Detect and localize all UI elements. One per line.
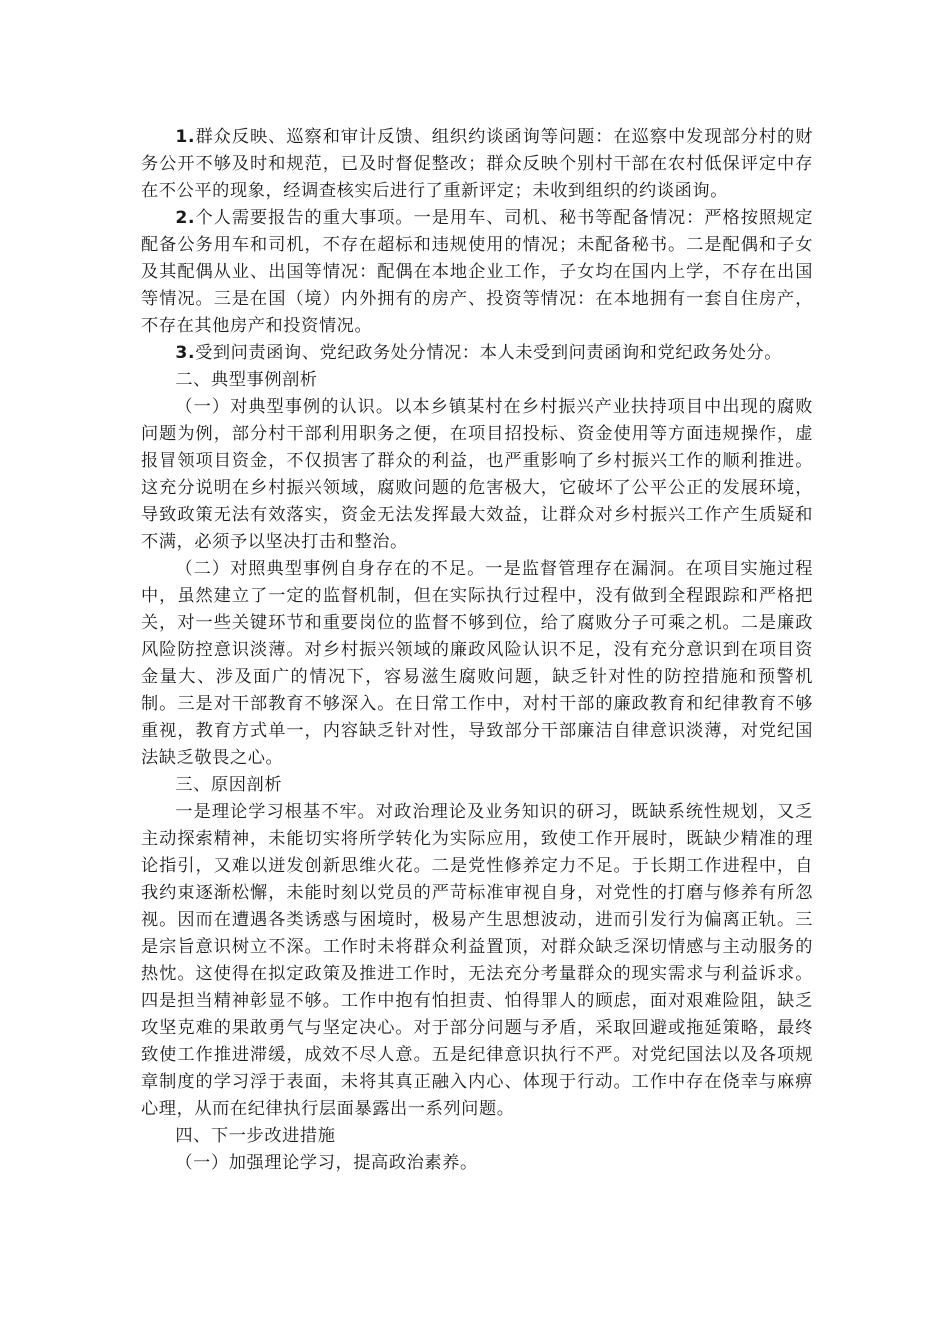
paragraph-item-3 (141, 340, 813, 367)
paragraph-text: （一）对典型事例的认识。以本乡镇某村在乡村振兴产业扶持项目中出现的腐败问题为例，部分村干部利用职务之便，在项目招投标、资金使用等方面违规操作，虚报冒领项目资金，不仅损害了群众的利益，也严重影响了乡村振兴工作的顺利推进。这充分说明在乡村振兴领域，腐败问题的危害极大，它破坏了公平公正的发展环境，导致政策无法有效落实，资金无法发挥最大效益，让群众对乡村振兴工作产生质疑和不满，必须予以坚决打击和整治。 (141, 397, 813, 552)
paragraph-text: （二）对照典型事例自身存在的不足。一是监督管理存在漏洞。在项目实施过程中，虽然建立了一定的监督机制，但在实际执行过程中，没有做到全程跟踪和严格把关，对一些关键环节和重要岗位的监督不够到位，给了腐败分子可乘之机。二是廉政风险防控意识淡薄。对乡村振兴领域的廉政风险认识不足，没有充分意识到在项目资金量大、涉及面广的情况下，容易滋生腐败问题，缺乏针对性的防控措施和预警机制。三是对干部教育不够深入。在日常工作中，对村干部的廉政教育和纪律教育不够重视，教育方式单一，内容缺乏针对性，导致部分干部廉洁自律意识淡薄，对党纪国法缺乏敬畏之心。 (141, 559, 813, 768)
heading-text: 四、下一步改进措施 (175, 1126, 336, 1146)
paragraph-text: 受到问责函询、党纪政务处分情况：本人未受到问责函询和党纪政务处分。 (195, 343, 783, 363)
section-heading-2 (141, 367, 813, 394)
paragraph-measure-1 (141, 1150, 813, 1177)
paragraph-item-2 (141, 205, 813, 340)
item-number: 2. (175, 208, 196, 228)
item-number: 1. (175, 127, 196, 147)
paragraph-text: 群众反映、巡察和审计反馈、组织约谈函询等问题：在巡察中发现部分村的财务公开不够及时和规范，已及时督促整改；群众反映个别村干部在农村低保评定中存在不公平的现象，经调查核实后进行了重新评定；未收到组织的约谈函询。 (141, 127, 813, 201)
document-body (141, 124, 813, 1177)
paragraph-text: 个人需要报告的重大事项。一是用车、司机、秘书等配备情况：严格按照规定配备公务用车和司机，不存在超标和违规使用的情况；未配备秘书。二是配偶和子女及其配偶从业、出国等情况：配偶在本地企业工作，子女均在国内上学，不存在出国等情况。三是在国（境）内外拥有的房产、投资等情况：在本地拥有一套自住房产，不存在其他房产和投资情况。 (141, 208, 813, 336)
paragraph-shortcomings (141, 556, 813, 772)
section-heading-4 (141, 1123, 813, 1150)
paragraph-understanding (141, 394, 813, 556)
paragraph-text: （一）加强理论学习，提高政治素养。 (175, 1153, 478, 1173)
paragraph-item-1 (141, 124, 813, 205)
section-heading-3 (141, 772, 813, 799)
item-number: 3. (175, 343, 196, 363)
paragraph-text: 一是理论学习根基不牢。对政治理论及业务知识的研习，既缺系统性规划，又乏主动探索精神，未能切实将所学转化为实际应用，致使工作开展时，既缺少精准的理论指引，又难以迸发创新思维火花。二是党性修养定力不足。于长期工作进程中，自我约束逐渐松懈，未能时刻以党员的严苛标准审视自身，对党性的打磨与修养有所忽视。因而在遭遇各类诱惑与困境时，极易产生思想波动，进而引发行为偏离正轨。三是宗旨意识树立不深。工作时未将群众利益置顶，对群众缺乏深切情感与主动服务的热忱。这使得在拟定政策及推进工作时，无法充分考量群众的现实需求与利益诉求。四是担当精神彰显不够。工作中抱有怕担责、怕得罪人的顾虑，面对艰难险阻，缺乏攻坚克难的果敢勇气与坚定决心。对于部分问题与矛盾，采取回避或拖延策略，最终致使工作推进滞缓，成效不尽人意。五是纪律意识执行不严。对党纪国法以及各项规章制度的学习浮于表面，未将其真正融入内心、体现于行动。工作中存在侥幸与麻痹心理，从而在纪律执行层面暴露出一系列问题。 (141, 802, 813, 1119)
heading-text: 二、典型事例剖析 (175, 370, 318, 390)
heading-text: 三、原因剖析 (175, 775, 283, 795)
paragraph-causes (141, 799, 813, 1123)
